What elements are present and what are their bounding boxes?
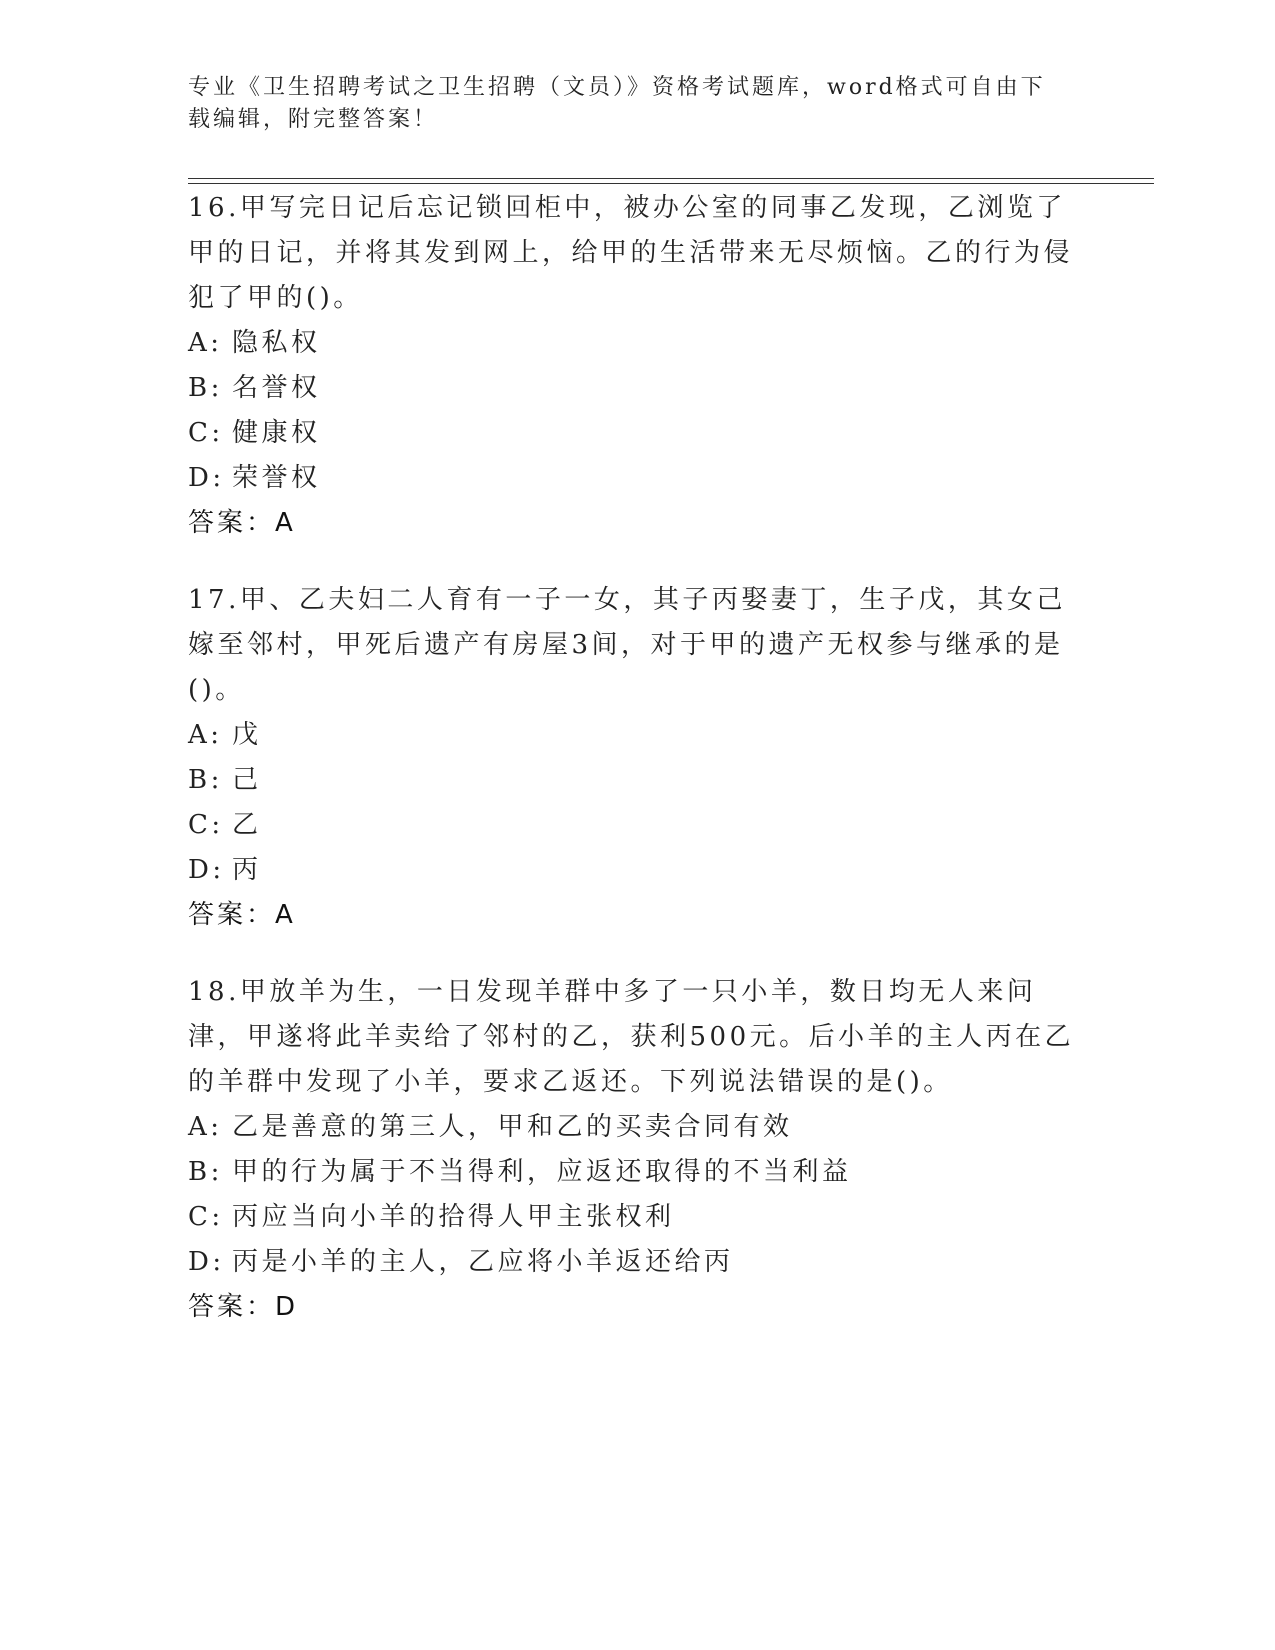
question-17 [188, 578, 1088, 938]
header-divider-bottom [188, 183, 1154, 184]
option-text: 健康权 [232, 418, 321, 448]
option-text: 名誉权 [232, 373, 321, 403]
option-text: 甲的行为属于不当得利，应返还取得的不当利益 [232, 1157, 852, 1187]
option-c [188, 803, 1088, 848]
answer-line: 答案：A [188, 508, 296, 538]
option-letter: C: [188, 1202, 224, 1232]
option-b [188, 758, 1088, 803]
option-d [188, 456, 1088, 501]
option-a [188, 321, 1088, 366]
answer-line: 答案：D [188, 1292, 299, 1322]
option-d [188, 848, 1088, 893]
option-letter: A: [188, 720, 223, 750]
answer-line: 答案：A [188, 900, 296, 930]
option-text: 己 [232, 765, 262, 795]
question-16 [188, 186, 1088, 546]
option-letter: A: [188, 328, 223, 358]
option-text: 丙应当向小羊的拾得人甲主张权利 [232, 1202, 675, 1232]
option-d [188, 1240, 1088, 1285]
option-text: 丙是小羊的主人，乙应将小羊返还给丙 [232, 1247, 734, 1277]
document-header: 专业《卫生招聘考试之卫生招聘（文员）》资格考试题库，word格式可自由下载编辑，附完整答案！ [188, 75, 1046, 132]
option-text: 丙 [232, 855, 262, 885]
header-divider-top [188, 178, 1154, 179]
option-letter: B: [188, 373, 223, 403]
question-18 [188, 970, 1088, 1330]
option-text: 戊 [232, 720, 262, 750]
option-c [188, 1195, 1088, 1240]
option-letter: C: [188, 810, 224, 840]
question-stem: 17.甲、乙夫妇二人育有一子一女，其子丙娶妻丁，生子戊，其女己嫁至邻村，甲死后遗产有房屋3间，对于甲的遗产无权参与继承的是()。 [188, 585, 1066, 705]
option-letter: B: [188, 765, 223, 795]
option-a [188, 713, 1088, 758]
option-c [188, 411, 1088, 456]
option-text: 乙 [232, 810, 262, 840]
option-letter: D: [188, 463, 225, 493]
option-text: 荣誉权 [232, 463, 321, 493]
option-letter: C: [188, 418, 224, 448]
option-a [188, 1105, 1088, 1150]
option-text: 乙是善意的第三人，甲和乙的买卖合同有效 [232, 1112, 793, 1142]
option-letter: B: [188, 1157, 223, 1187]
question-stem: 18.甲放羊为生，一日发现羊群中多了一只小羊，数日均无人来问津，甲遂将此羊卖给了邻村的乙，获利500元。后小羊的主人丙在乙的羊群中发现了小羊，要求乙返还。下列说法错误的是()。 [188, 977, 1075, 1097]
option-b [188, 366, 1088, 411]
option-letter: D: [188, 1247, 225, 1277]
option-text: 隐私权 [232, 328, 321, 358]
question-stem: 16.甲写完日记后忘记锁回柜中，被办公室的同事乙发现，乙浏览了甲的日记，并将其发到网上，给甲的生活带来无尽烦恼。乙的行为侵犯了甲的()。 [188, 193, 1074, 313]
option-letter: A: [188, 1112, 223, 1142]
option-letter: D: [188, 855, 225, 885]
option-b [188, 1150, 1088, 1195]
